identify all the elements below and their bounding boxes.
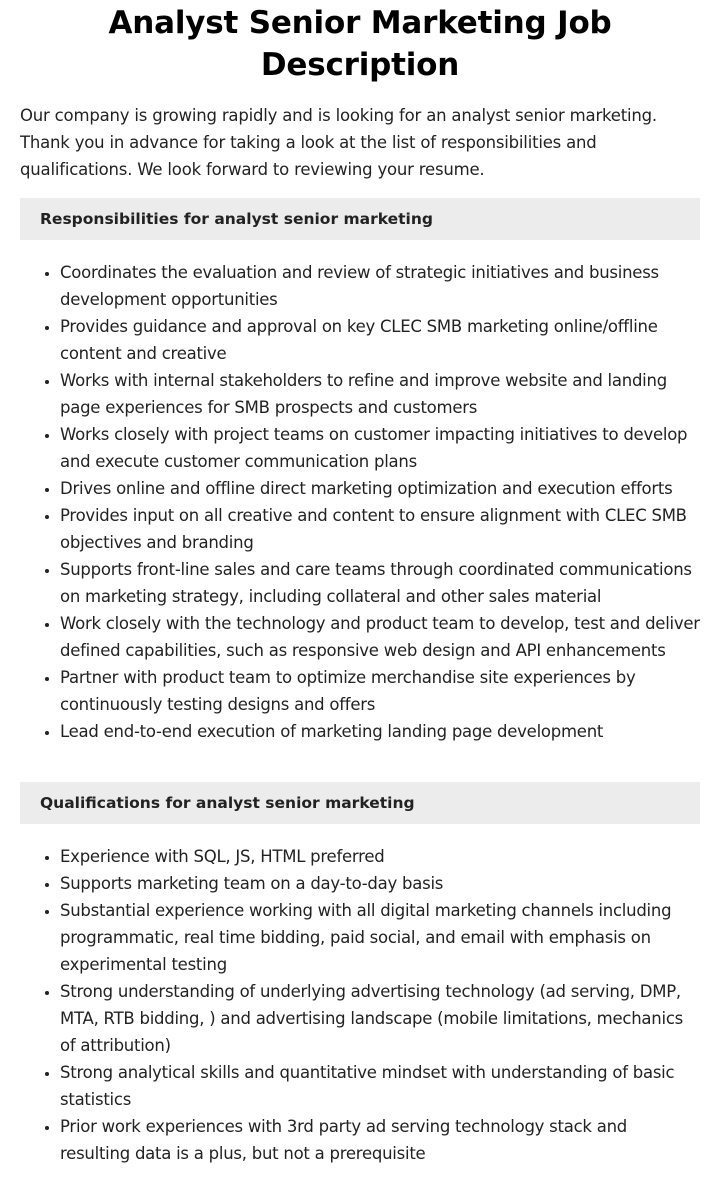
responsibilities-list <box>20 259 700 745</box>
list-item: • Partner with product team to optimize merchandise site experiences by continuously testing designs and offers <box>60 664 700 718</box>
list-item: • Provides input on all creative and content to ensure alignment with CLEC SMB objectives and branding <box>60 502 700 556</box>
list-item: • Provides guidance and approval on key CLEC SMB marketing online/offline content and creative <box>60 313 700 367</box>
intro-paragraph: Our company is growing rapidly and is looking for an analyst senior marketing. Thank you in advance for taking a look at the list of responsibilities and qualifications. We look forward to reviewing your resume. <box>20 106 657 179</box>
list-item: • Works closely with project teams on customer impacting initiatives to develop and execute customer communication plans <box>60 421 700 475</box>
responsibilities-heading: Responsibilities for analyst senior marketing <box>20 198 700 240</box>
list-item: • Substantial experience working with all digital marketing channels including programmatic, real time bidding, paid social, and email with emphasis on experimental testing <box>60 897 700 978</box>
qualifications-list <box>20 843 700 1167</box>
list-item: • Works with internal stakeholders to refine and improve website and landing page experiences for SMB prospects and customers <box>60 367 700 421</box>
list-item: • Supports marketing team on a day-to-day basis <box>60 870 700 897</box>
page-title: Analyst Senior Marketing Job Description <box>108 5 612 83</box>
list-item: • Prior work experiences with 3rd party ad serving technology stack and resulting data is a plus, but not a prerequisite <box>60 1113 700 1167</box>
list-item: • Experience with SQL, JS, HTML preferred <box>60 843 700 870</box>
qualifications-heading: Qualifications for analyst senior marketing <box>20 782 700 824</box>
list-item: • Coordinates the evaluation and review of strategic initiatives and business development opportunities <box>60 259 700 313</box>
list-item: • Strong understanding of underlying advertising technology (ad serving, DMP, MTA, RTB bidding, ) and advertising landscape (mobile limitations, mechanics of attribution) <box>60 978 700 1059</box>
list-item: • Strong analytical skills and quantitative mindset with understanding of basic statistics <box>60 1059 700 1113</box>
list-item: • Supports front-line sales and care teams through coordinated communications on marketing strategy, including collateral and other sales material <box>60 556 700 610</box>
list-item: • Drives online and offline direct marketing optimization and execution efforts <box>60 475 700 502</box>
list-item: • Lead end-to-end execution of marketing landing page development <box>60 718 700 745</box>
list-item: • Work closely with the technology and product team to develop, test and deliver defined capabilities, such as responsive web design and API enhancements <box>60 610 700 664</box>
